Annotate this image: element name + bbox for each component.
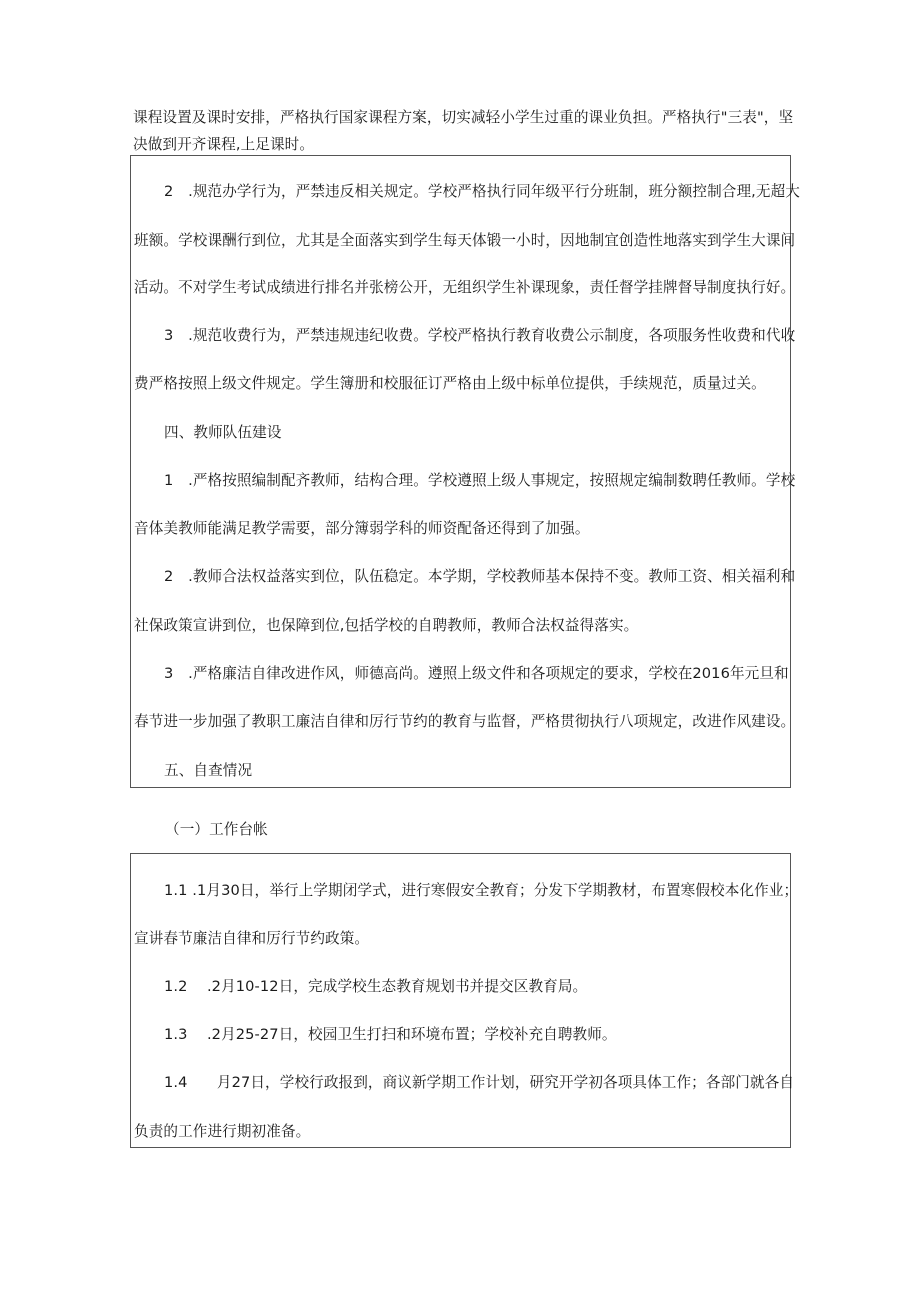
paragraph-3-line-2: 费严格按照上级文件规定。学生簿册和校服征订严格由上级中标单位提供，手续规范，质量过关。 — [134, 375, 766, 392]
teacher-item-2-line-2: 社保政策宣讲到位，也保障到位,包括学校的自聘教师，教师合法权益得落实。 — [134, 617, 639, 634]
ledger-entry-4-line-1: 1.4 月27日，学校行政报到，商议新学期工作计划，研究开学初各项具体工作；各部门就各自 — [164, 1074, 795, 1091]
intro-line-2: 决做到开齐课程,上足课时。 — [133, 136, 315, 153]
teacher-item-2-line-1: 2 .教师合法权益落实到位，队伍稳定。本学期，学校教师基本保持不变。教师工资、相关福利和 — [164, 568, 796, 585]
heading-teacher-team: 四、教师队伍建设 — [164, 424, 282, 441]
subheading-work-ledger: （一）工作台帐 — [165, 821, 268, 838]
teacher-item-1-line-2: 音体美教师能满足教学需要，部分簿弱学科的师资配备还得到了加强。 — [134, 520, 590, 537]
paragraph-3-line-1: 3 .规范收费行为，严禁违规违纪收费。学校严格执行教育收费公示制度，各项服务性收费和代收 — [164, 327, 796, 344]
section-box-work-ledger — [130, 853, 799, 1148]
paragraph-2-line-2: 班额。学校课酬行到位，尤其是全面落实到学生每天体锻一小时，因地制宜创造性地落实到学生大课间 — [134, 232, 796, 249]
teacher-item-1-line-1: 1 .严格按照编制配齐教师，结构合理。学校遵照上级人事规定，按照规定编制数聘任教师。学校 — [164, 472, 796, 489]
teacher-item-3-line-1: 3 .严格廉洁自律改进作风，师德高尚。遵照上级文件和各项规定的要求，学校在2016年元旦和 — [164, 665, 789, 682]
section-box-rules-teachers — [130, 155, 801, 788]
teacher-item-3-line-2: 春节进一步加强了教职工廉洁自律和厉行节约的教育与监督，严格贯彻执行八项规定，改进作风建设。 — [134, 713, 796, 730]
paragraph-2-line-1: 2 .规范办学行为，严禁违反相关规定。学校严格执行同年级平行分班制，班分额控制合理,无超大 — [164, 183, 801, 200]
ledger-entry-2: 1.2 .2月10-12日，完成学校生态教育规划书并提交区教育局。 — [164, 978, 588, 995]
intro-line-1: 课程设置及课时安排，严格执行国家课程方案，切实减轻小学生过重的课业负担。严格执行"三表"，坚 — [133, 109, 794, 126]
paragraph-2-line-3: 活动。不对学生考试成绩进行排名并张榜公开，无组织学生补课现象，责任督学挂牌督导制度执行好。 — [134, 279, 796, 296]
ledger-entry-3: 1.3 .2月25-27日，校园卫生打扫和环境布置；学校补充自聘教师。 — [164, 1026, 617, 1043]
ledger-entry-1-line-1: 1.1 .1月30日，举行上学期闭学式，进行寒假安全教育；分发下学期教材，布置寒假校本化作业； — [164, 882, 799, 899]
heading-self-check: 五、自查情况 — [164, 762, 253, 779]
ledger-entry-1-line-2: 宣讲春节廉洁自律和厉行节约政策。 — [134, 930, 370, 947]
ledger-entry-4-line-2: 负责的工作进行期初准备。 — [134, 1123, 311, 1140]
